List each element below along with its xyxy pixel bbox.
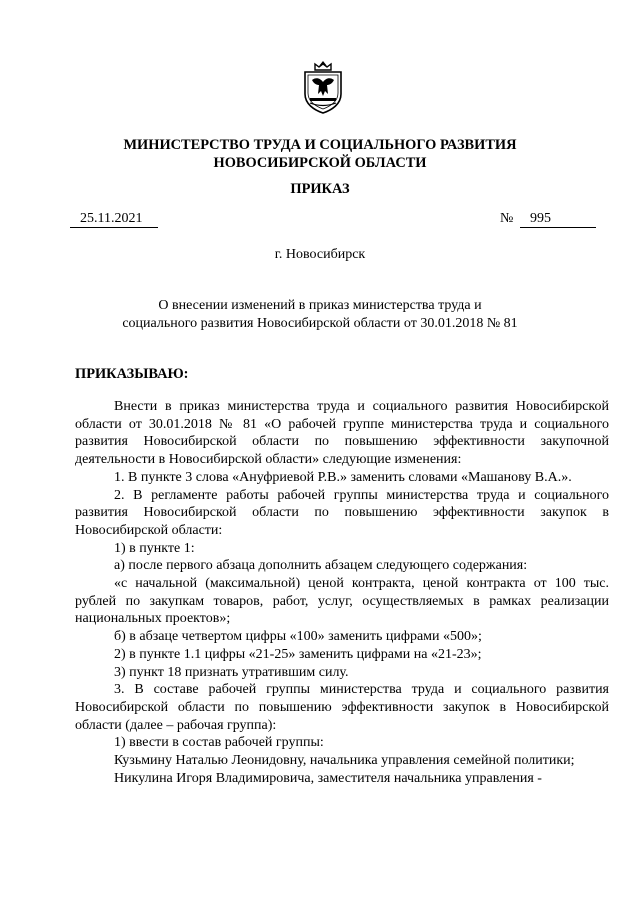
document-type-title: ПРИКАЗ [290, 181, 350, 197]
body-paragraph: 2) в пункте 1.1 цифры «21-25» заменить цифрами на «21-23»; [114, 646, 482, 662]
body-paragraph: 1. В пункте 3 слова «Ануфриевой Р.В.» заменить словами «Машанову В.А.». [114, 469, 572, 485]
ministry-name-line2: НОВОСИБИРСКОЙ ОБЛАСТИ [213, 155, 427, 171]
body-paragraph: 2. В регламенте работы рабочей группы министерства труда и социального развития Новосибирской области по повышению эффективности закупок в Новосибирской области: [75, 487, 609, 538]
body-paragraph: «с начальной (максимальной) ценой контракта, ценой контракта от 100 тыс. рублей по закупкам товаров, работ, услуг, осуществляемых в рамках реализации национальных проектов»; [75, 576, 609, 627]
body-paragraph: Внести в приказ министерства труда и социального развития Новосибирской области от 30.01.2018 № 81 «О рабочей группе министерства труда и социального развития Новосибирской области по повышению эффективности закупочной деятельности в Новосибирской области» следующие изменения: [75, 399, 609, 468]
document-date: 25.11.2021 [70, 210, 158, 228]
document-body [75, 398, 609, 787]
body-paragraph: 1) в пункте 1: [114, 540, 195, 556]
body-paragraph: 1) ввести в состав рабочей группы: [114, 735, 324, 751]
number-sign: № [500, 211, 514, 226]
ministry-header [0, 136, 640, 172]
subject-line1: О внесении изменений в приказ министерства труда и [158, 298, 482, 313]
body-paragraph: б) в абзаце четвертом цифры «100» заменить цифрами «500»; [114, 629, 482, 645]
body-paragraph: а) после первого абзаца дополнить абзацем следующего содержания: [114, 558, 528, 574]
body-paragraph: Кузьмину Наталью Леонидовну, начальника управления семейной политики; [114, 753, 575, 769]
ministry-name-line1: МИНИСТЕРСТВО ТРУДА И СОЦИАЛЬНОГО РАЗВИТИЯ [123, 137, 517, 153]
document-subject [0, 297, 640, 333]
body-paragraph: 3) пункт 18 признать утратившим силу. [114, 664, 349, 680]
order-directive: ПРИКАЗЫВАЮ: [75, 366, 189, 382]
coat-of-arms-emblem [301, 58, 345, 114]
document-number: 995 [520, 210, 596, 228]
city-name: г. Новосибирск [274, 247, 366, 262]
subject-line2: социального развития Новосибирской области от 30.01.2018 № 81 [122, 316, 518, 331]
body-paragraph: Никулина Игоря Владимировича, заместителя начальника управления - [114, 770, 542, 786]
body-paragraph: 3. В составе рабочей группы министерства труда и социального развития Новосибирской области по повышению эффективности закупок в Новосибирской области (далее – рабочая группа): [75, 682, 609, 733]
